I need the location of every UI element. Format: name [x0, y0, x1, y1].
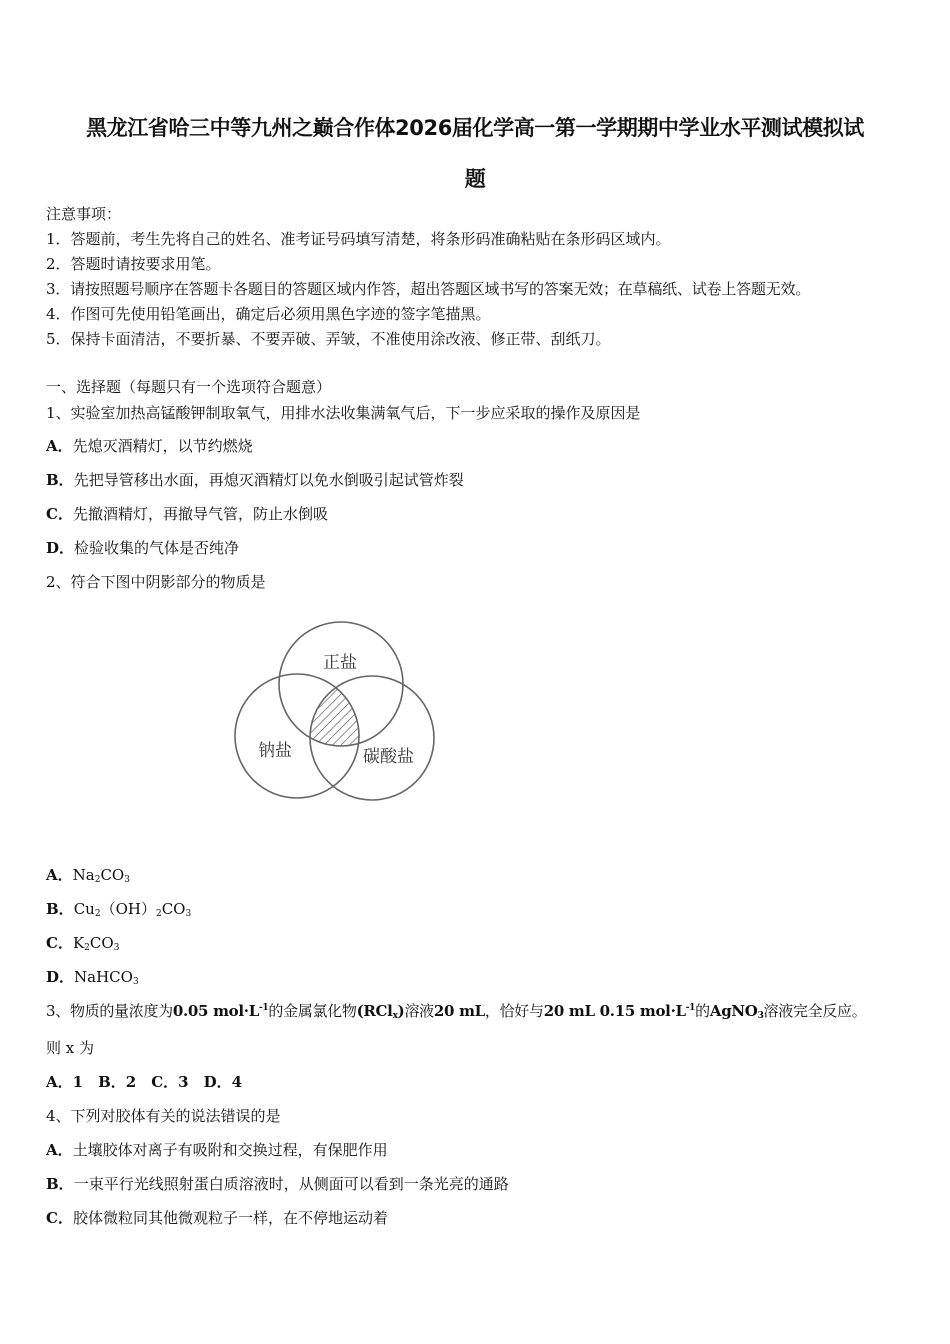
question-1-option-c — [46, 503, 328, 524]
q3-volume: 20 mL — [433, 1002, 485, 1020]
formula-sub: 3 — [132, 977, 139, 987]
q3-text: 溶液完全反应。 — [763, 1002, 867, 1020]
notice-item-2: 2．答题时请按要求用笔。 — [46, 255, 221, 273]
q3-concentration: 0.05 mol·L — [172, 1002, 259, 1020]
notice-item-5: 5．保持卡面清洁，不要折暴、不要弄破、弄皱，不准使用涂改液、修正带、刮纸刀。 — [46, 330, 611, 348]
q3-text: 的金属氯化物 — [268, 1002, 357, 1020]
q3-sub: x — [392, 1011, 398, 1021]
question-2-option-c — [46, 932, 119, 953]
venn-label-top: 正盐 — [323, 653, 357, 673]
formula-sub: 2 — [155, 909, 162, 919]
formula-part: Na — [72, 866, 95, 884]
document-title-line2: 题 — [464, 167, 486, 191]
formula-sub: 3 — [185, 909, 192, 919]
formula-part: CO — [100, 866, 125, 884]
q3-text: ，恰好与 — [484, 1002, 544, 1020]
question-4-option-c — [46, 1207, 388, 1228]
formula-sub: 2 — [94, 875, 101, 885]
option-text: 先撤酒精灯，再撤导气管，防止水倒吸 — [72, 505, 328, 523]
q3-volume-conc: 20 mL 0.15 mol·L — [543, 1002, 686, 1020]
notice-item-1: 1．答题前，考生先将自己的姓名、准考证号码填写清楚，将条形码准确粘贴在条形码区域内。 — [46, 230, 671, 248]
option-letter: C． — [46, 1209, 73, 1227]
question-4-stem: 4、下列对胶体有关的说法错误的是 — [46, 1107, 281, 1125]
notice-item-3: 3．请按照题号顺序在答题卡各题目的答题区域内作答，超出答题区域书写的答案无效；在草稿纸、试卷上答题无效。 — [46, 280, 811, 298]
formula-sub: 3 — [124, 875, 130, 885]
q3-text: 的 — [695, 1002, 710, 1020]
option-letter: A． — [46, 866, 73, 884]
question-1-stem: 1、实验室加热高锰酸钾制取氧气，用排水法收集满氧气后，下一步应采取的操作及原因是 — [46, 404, 641, 422]
venn-label-left: 钠盐 — [258, 741, 292, 761]
formula-part: Cu — [73, 900, 95, 918]
question-1-option-b — [46, 469, 464, 490]
formula-sub: 2 — [84, 943, 90, 953]
formula-part: K — [72, 934, 85, 952]
formula-part: NaHCO — [74, 968, 133, 986]
q3-sup: -1 — [258, 1003, 269, 1013]
q3-text: 溶液 — [404, 1002, 434, 1020]
question-3-answers: A．1 B．2 C．3 D．4 — [46, 1073, 243, 1091]
option-letter: B． — [46, 1175, 74, 1193]
question-3-line2: 则 x 为 — [46, 1039, 94, 1057]
formula-part: （OH） — [100, 900, 156, 918]
notice-heading: 注意事项： — [46, 205, 122, 223]
question-2-option-b — [46, 898, 191, 919]
formula-part: CO — [161, 900, 186, 918]
question-2-stem: 2、符合下图中阴影部分的物质是 — [46, 573, 266, 591]
option-text: 土壤胶体对离子有吸附和交换过程，有保肥作用 — [72, 1141, 388, 1159]
formula-sub: 3 — [113, 943, 120, 953]
option-letter: B． — [46, 471, 74, 489]
option-text: 先熄灭酒精灯，以节约燃烧 — [72, 437, 253, 455]
option-letter: A． — [46, 437, 73, 455]
question-1-option-a — [46, 435, 253, 456]
option-letter: C． — [46, 934, 73, 952]
venn-label-right: 碳酸盐 — [363, 747, 414, 767]
option-letter: B． — [46, 900, 74, 918]
question-2-option-a — [46, 864, 130, 885]
formula-part: CO — [89, 934, 114, 952]
notice-item-4: 4．作图可先使用铅笔画出，确定后必须用黑色字迹的签字笔描黑。 — [46, 305, 491, 323]
q3-text: 3、物质的量浓度为 — [46, 1002, 173, 1020]
option-text: 检验收集的气体是否纯净 — [74, 539, 240, 557]
option-letter: A． — [46, 1141, 73, 1159]
option-text: 一束平行光线照射蛋白质溶液时，从侧面可以看到一条光亮的通路 — [73, 1175, 509, 1193]
option-text: 胶体微粒同其他微观粒子一样，在不停地运动着 — [72, 1209, 388, 1227]
question-4-option-a — [46, 1139, 388, 1160]
q3-formula-close: ) — [397, 1002, 405, 1020]
question-1-option-d — [46, 537, 239, 558]
document-title-line1: 黑龙江省哈三中等九州之巅合作体2026届化学高一第一学期期中学业水平测试模拟试 — [86, 116, 864, 140]
question-4-option-b — [46, 1173, 509, 1194]
q3-sub: 3 — [757, 1011, 764, 1021]
q3-agno3: AgNO — [709, 1002, 758, 1020]
formula-sub: 2 — [94, 909, 101, 919]
question-2-option-d — [46, 966, 139, 987]
section-heading: 一、选择题（每题只有一个选项符合题意） — [46, 378, 332, 396]
question-3-stem — [46, 1000, 866, 1021]
venn-diagram — [230, 618, 445, 808]
option-letter: C． — [46, 505, 73, 523]
option-letter: D． — [46, 968, 75, 986]
option-letter: D． — [46, 539, 75, 557]
option-text: 先把导管移出水面，再熄灭酒精灯以免水倒吸引起试管炸裂 — [73, 471, 464, 489]
q3-sup: -1 — [685, 1003, 696, 1013]
q3-formula: (RCl — [356, 1002, 393, 1020]
